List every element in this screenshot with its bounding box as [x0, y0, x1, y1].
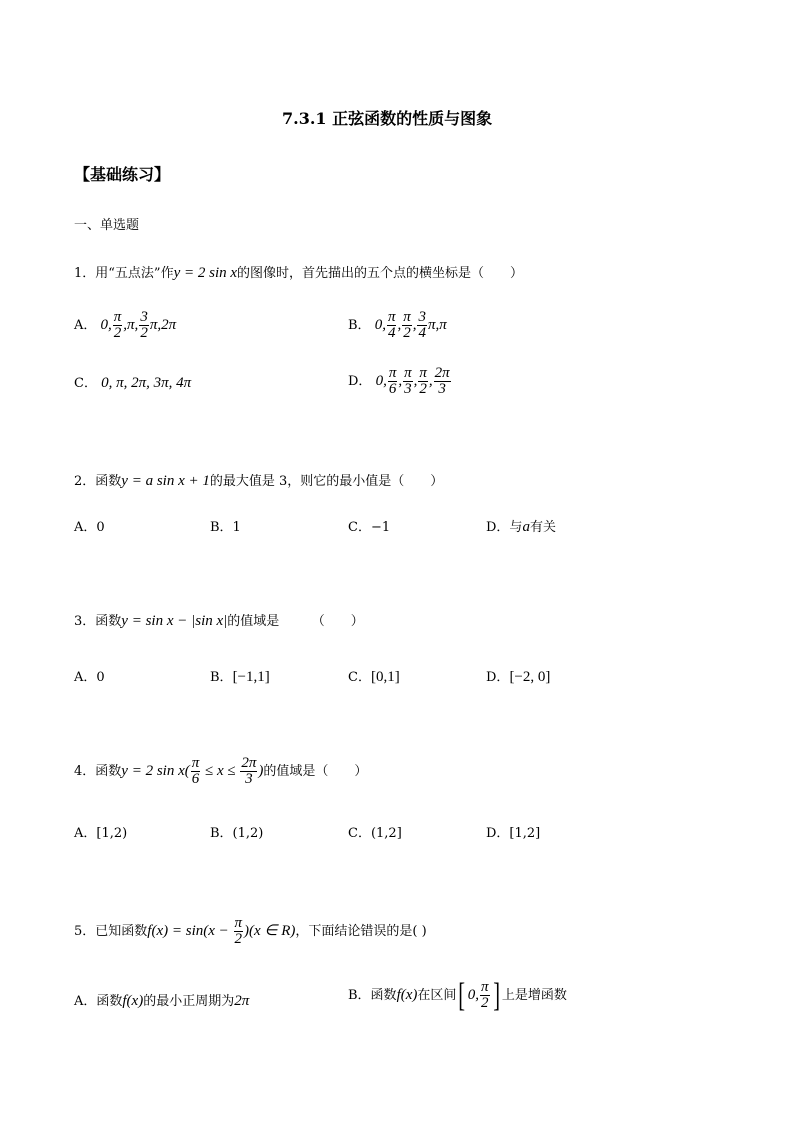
question-4-option-c: C．(1,2] — [348, 826, 402, 841]
math-expression: f(x) — [396, 986, 418, 1003]
part-heading: 一、单选题 — [74, 218, 140, 233]
question-1-option-c — [74, 372, 191, 392]
question-text: 的值域是 （ ） — [227, 614, 364, 629]
question-5-option-a — [74, 990, 249, 1010]
question-5-stem — [74, 916, 427, 947]
question-number: 4． — [74, 763, 96, 779]
question-text: 的最大值是 3，则它的最小值是（ ） — [209, 474, 444, 489]
question-text: 用“五点法”作 — [95, 266, 174, 281]
question-text: 函数 — [95, 614, 122, 629]
option-label: C． — [348, 670, 371, 685]
math-expression: 0, $\frac{\pi}{4}$ , $\frac{\pi}{2}$ , $\frac{3}{4}$ π,π — [374, 309, 447, 341]
math-expression: 0, π, 2π, 3π, 4π — [101, 375, 192, 391]
math-variable: a — [522, 519, 530, 535]
option-text: 上是增函数 — [501, 987, 567, 1003]
question-4-option-b: B．(1,2) — [210, 826, 264, 841]
option-label: D．与 — [486, 520, 523, 535]
question-3-option-c — [348, 666, 400, 686]
math-expression: y = 2 sin x — [173, 265, 238, 281]
question-2-stem — [74, 470, 443, 490]
question-text: 函数 — [95, 474, 122, 489]
math-expression: 0, $\frac{\pi}{2}$ ,π, $\frac{3}{2}$ π,2π — [100, 309, 177, 341]
question-2-option-a: A．0 — [74, 520, 105, 535]
question-number: 1． — [74, 266, 96, 281]
question-text: 已知函数 — [95, 923, 148, 939]
question-1-option-a — [74, 310, 176, 341]
question-3-option-d — [486, 666, 550, 686]
question-1-stem — [74, 262, 523, 282]
option-text: 的最小正周期为 — [143, 994, 235, 1009]
option-label: D． — [486, 670, 510, 685]
math-expression: 2π — [234, 993, 250, 1009]
question-text: 的图像时，首先描出的五个点的横坐标是（ ） — [237, 266, 524, 281]
question-4-option-d: D．[1,2] — [486, 826, 541, 841]
page-title: 7.3.1 正弦函数的性质与图象 — [282, 109, 493, 128]
question-5-option-b — [348, 976, 567, 1014]
question-text: 函数 — [95, 763, 122, 779]
option-text: 有关 — [529, 520, 556, 535]
question-3-option-b — [210, 666, 270, 686]
interval-expression: [ 0, $\frac{\pi}{2}$ ] — [458, 976, 500, 1014]
question-1-option-d — [348, 366, 452, 397]
math-expression: [0,1] — [370, 669, 400, 685]
question-2-option-b: B．1 — [210, 520, 241, 535]
option-label: B． — [348, 317, 371, 333]
math-expression: [−2, 0] — [509, 669, 551, 685]
math-expression: y = sin x − |sin x| — [121, 613, 228, 629]
option-text: B．函数 — [348, 987, 397, 1003]
question-1-option-b — [348, 310, 447, 341]
question-text: ，下面结论错误的是( ) — [295, 923, 427, 939]
question-2-option-c: C．−1 — [348, 520, 391, 535]
section-heading: 【基础练习】 — [74, 165, 171, 184]
question-text: 的值域是（ ） — [263, 763, 368, 779]
question-3-stem — [74, 610, 364, 630]
option-label: A． — [74, 317, 97, 333]
question-4-option-a: A．[1,2) — [74, 826, 128, 841]
math-expression: 0, $\frac{\pi}{6}$ , $\frac{\pi}{3}$ , $\frac{\pi}{2}$ , $\frac{2\pi}{3}$ — [375, 365, 450, 397]
math-expression: f(x) — [122, 993, 144, 1009]
option-label: C． — [74, 376, 97, 391]
option-label: D． — [348, 373, 372, 389]
question-4-stem — [74, 756, 367, 787]
option-label: B． — [210, 670, 233, 685]
question-number: 5． — [74, 923, 96, 939]
question-number: 3． — [74, 614, 96, 629]
option-text: A．函数 — [74, 994, 123, 1009]
math-expression: [−1,1] — [232, 669, 270, 685]
math-expression: f(x) = sin(x − $\frac{\pi}{2}$ )(x ∈ R) — [147, 915, 296, 947]
question-3-option-a: A．0 — [74, 670, 105, 685]
math-expression: y = a sin x + 1 — [121, 473, 210, 489]
question-2-option-d — [486, 516, 556, 536]
question-number: 2． — [74, 474, 96, 489]
option-text: 在区间 — [417, 987, 457, 1003]
math-expression: y = 2 sin x( $\frac{\pi}{6}$ ≤ x ≤ $\frac{2\pi}{3}$ ) — [121, 755, 264, 787]
